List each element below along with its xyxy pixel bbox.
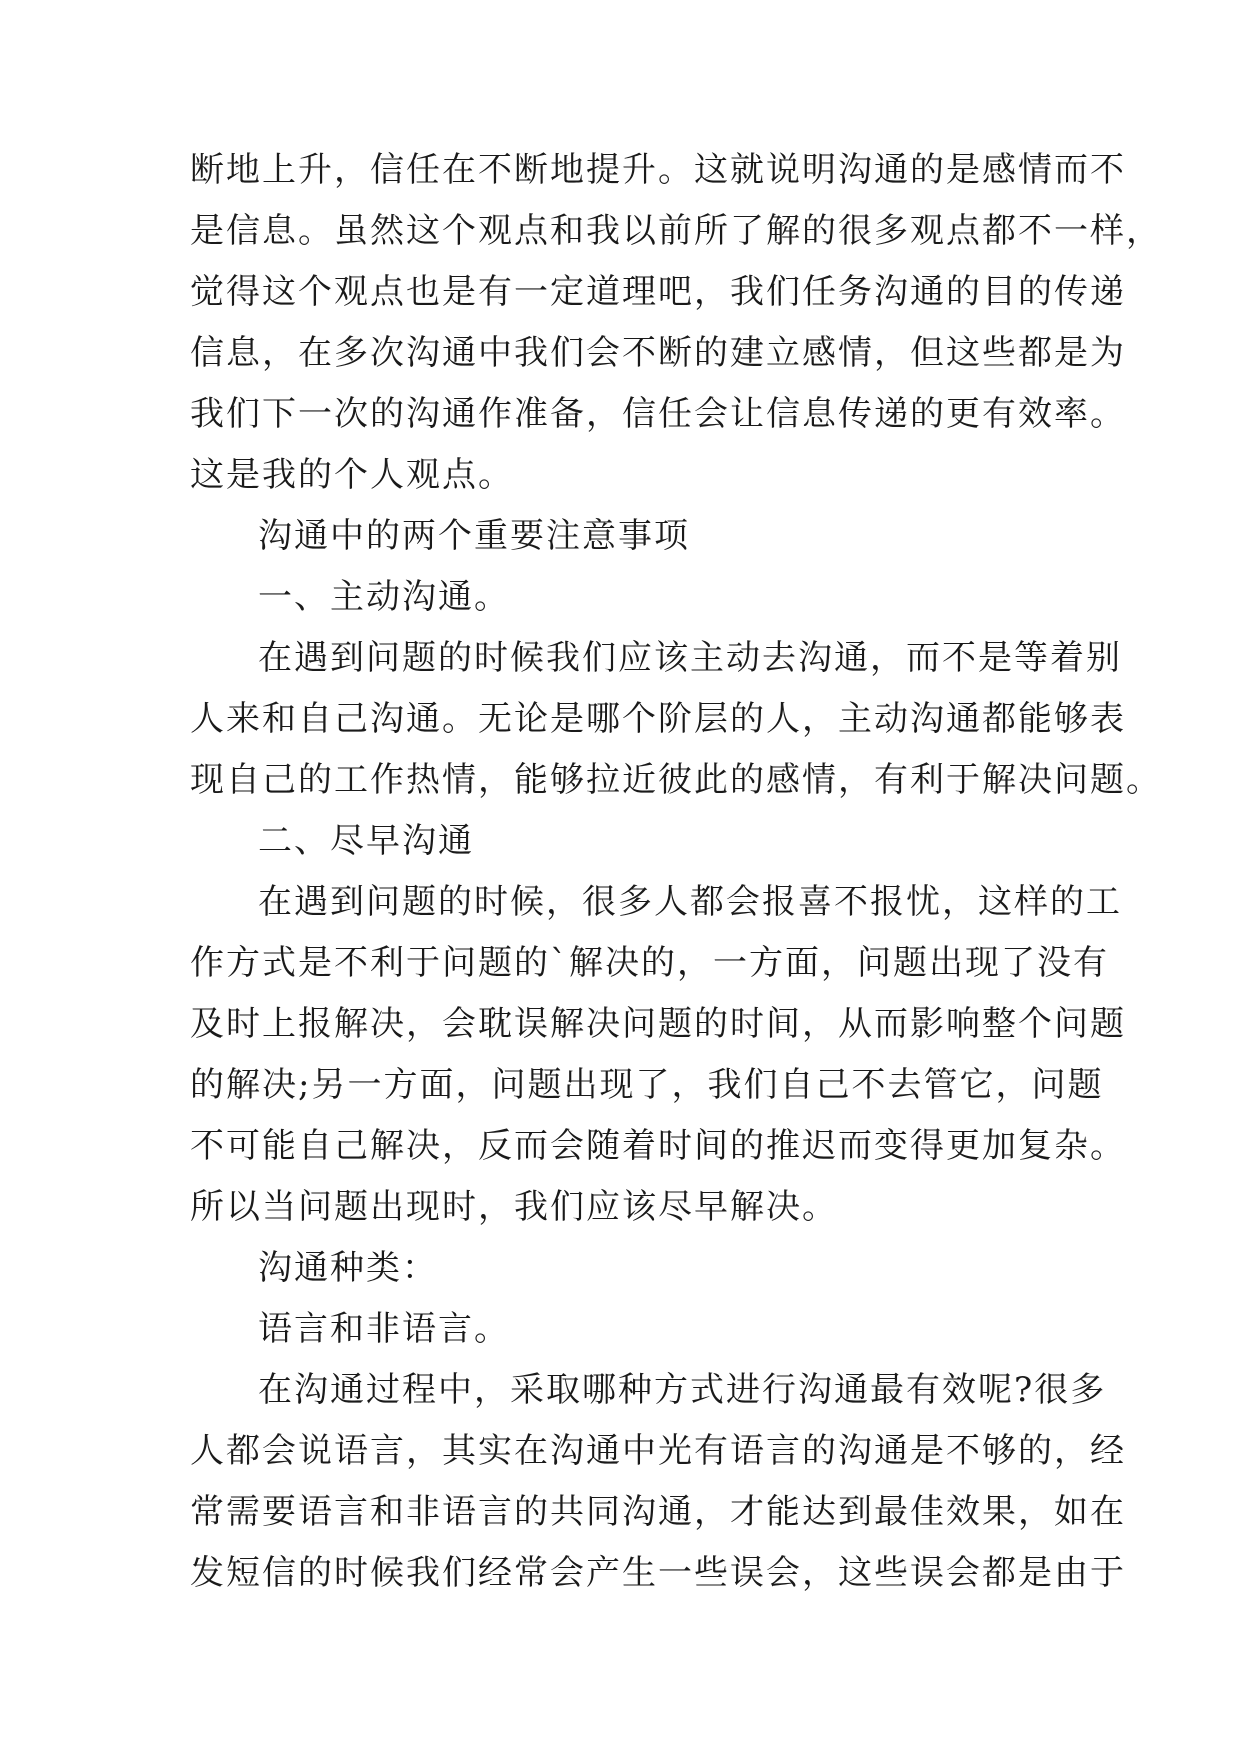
section-heading: 沟通中的两个重要注意事项 [258,516,690,556]
text-line: 人都会说语言，其实在沟通中光有语言的沟通是不够的，经 [190,1431,1126,1471]
text-line: 觉得这个观点也是有一定道理吧，我们任务沟通的目的传递 [190,272,1126,312]
text-line: 所以当问题出现时，我们应该尽早解决。 [190,1187,838,1227]
text-line: 发短信的时候我们经常会产生一些误会，这些误会都是由于 [190,1553,1126,1593]
text-line: 现自己的工作热情，能够拉近彼此的感情，有利于解决问题。 [190,760,1162,800]
subsection-heading: 语言和非语言。 [258,1309,510,1349]
text-line: 我们下一次的沟通作准备，信任会让信息传递的更有效率。 [190,394,1126,434]
text-line: 是信息。虽然这个观点和我以前所了解的很多观点都不一样， [190,211,1162,251]
section-heading: 沟通种类： [258,1248,438,1288]
text-line: 在遇到问题的时候我们应该主动去沟通，而不是等着别 [258,638,1122,678]
text-line: 不可能自己解决，反而会随着时间的推迟而变得更加复杂。 [190,1126,1126,1166]
text-line: 作方式是不利于问题的`解决的，一方面，问题出现了没有 [190,943,1109,983]
text-line: 的解决;另一方面，问题出现了，我们自己不去管它，问题 [190,1065,1104,1105]
text-line: 在沟通过程中，采取哪种方式进行沟通最有效呢?很多 [258,1370,1107,1410]
text-line: 人来和自己沟通。无论是哪个阶层的人，主动沟通都能够表 [190,699,1126,739]
text-line: 及时上报解决，会耽误解决问题的时间，从而影响整个问题 [190,1004,1126,1044]
text-line: 常需要语言和非语言的共同沟通，才能达到最佳效果，如在 [190,1492,1126,1532]
text-line: 在遇到问题的时候，很多人都会报喜不报忧，这样的工 [258,882,1122,922]
subsection-heading: 二、尽早沟通 [258,821,474,861]
text-line: 信息，在多次沟通中我们会不断的建立感情，但这些都是为 [190,333,1126,373]
text-line: 这是我的个人观点。 [190,455,514,495]
subsection-heading: 一、主动沟通。 [258,577,510,617]
text-line: 断地上升，信任在不断地提升。这就说明沟通的是感情而不 [190,150,1126,190]
